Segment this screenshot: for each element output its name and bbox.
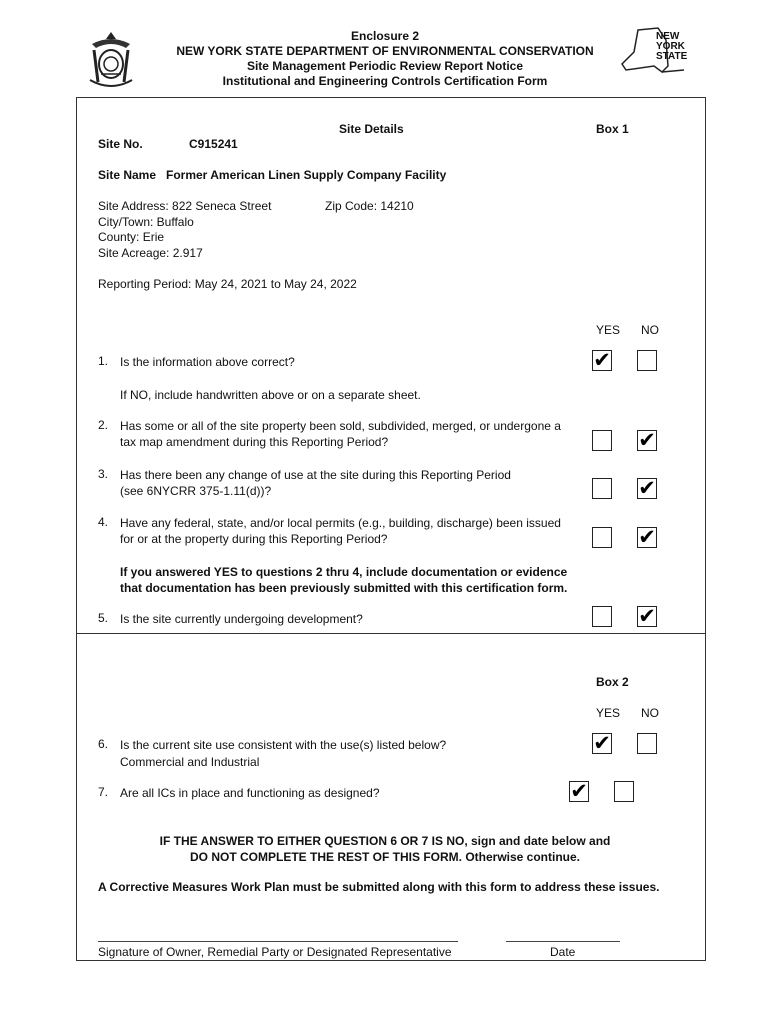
- signature-line[interactable]: [98, 941, 458, 942]
- city-town: City/Town: Buffalo: [98, 215, 194, 229]
- q4-text-line1: Have any federal, state, and/or local permits (e.g., building, discharge) been issued: [120, 516, 561, 530]
- q1-text: Is the information above correct?: [120, 355, 295, 369]
- q4-yes-checkbox[interactable]: [592, 527, 612, 548]
- enclosure-label: Enclosure 2: [350, 29, 420, 43]
- q7-no-checkbox[interactable]: [614, 781, 634, 802]
- q6-no-checkbox[interactable]: [637, 733, 657, 754]
- q6-yes-checkbox[interactable]: ✔: [593, 731, 611, 755]
- q5-yes-checkbox[interactable]: [592, 606, 612, 627]
- logo-word-state: STATE: [656, 51, 688, 62]
- date-label: Date: [550, 945, 576, 959]
- q5-text: Is the site currently undergoing development?: [120, 612, 363, 626]
- date-line[interactable]: [506, 941, 620, 942]
- site-name-value: Former American Linen Supply Company Facility: [166, 168, 447, 182]
- yes-column-header: YES: [596, 323, 621, 337]
- box2-no-column-header: NO: [641, 706, 659, 720]
- q6-text: Is the current site use consistent with the use(s) listed below?: [120, 738, 447, 752]
- reporting-period: Reporting Period: May 24, 2021 to May 24, 2022: [98, 277, 357, 291]
- logo-word-new: NEW: [656, 31, 680, 42]
- corrective-measures-note: A Corrective Measures Work Plan must be submitted along with this form to address these issues.: [98, 880, 660, 894]
- q6-number: 6.: [98, 737, 109, 751]
- q4-text-line2: for or at the property during this Reporting Period?: [120, 532, 388, 546]
- site-name-label: Site Name: [98, 168, 157, 182]
- box-2-label: Box 2: [596, 675, 629, 689]
- q7-yes-checkbox[interactable]: ✔: [570, 779, 588, 803]
- instruction-line1: IF THE ANSWER TO EITHER QUESTION 6 OR 7 IS NO, sign and date below and: [159, 834, 611, 848]
- site-no-value: C915241: [189, 137, 238, 151]
- department-title: NEW YORK STATE DEPARTMENT OF ENVIRONMENTAL CONSERVATION: [176, 44, 594, 58]
- documentation-note-line2: that documentation has been previously submitted with this certification form.: [120, 581, 568, 595]
- q4-number: 4.: [98, 515, 109, 529]
- q3-text-line2: (see 6NYCRR 375-1.11(d))?: [120, 484, 272, 498]
- q2-text-line2: tax map amendment during this Reporting Period?: [120, 435, 389, 449]
- no-column-header: NO: [641, 323, 659, 337]
- county: County: Erie: [98, 230, 165, 244]
- q3-number: 3.: [98, 467, 109, 481]
- q1-note: If NO, include handwritten above or on a separate sheet.: [120, 388, 421, 402]
- q1-number: 1.: [98, 354, 109, 368]
- q1-yes-checkbox[interactable]: ✔: [593, 348, 611, 372]
- instruction-line2: DO NOT COMPLETE THE REST OF THIS FORM. Otherwise continue.: [189, 850, 581, 864]
- site-details-heading: Site Details: [339, 122, 404, 136]
- box-1-label: Box 1: [596, 122, 629, 136]
- q3-yes-checkbox[interactable]: [592, 478, 612, 499]
- q5-number: 5.: [98, 611, 109, 625]
- q5-no-checkbox[interactable]: ✔: [638, 604, 656, 628]
- q1-no-checkbox[interactable]: [637, 350, 657, 371]
- q3-no-checkbox[interactable]: ✔: [638, 476, 656, 500]
- zip-code: Zip Code: 14210: [325, 199, 414, 213]
- new-york-state-logo: [618, 26, 690, 78]
- q2-text-line1: Has some or all of the site property been sold, subdivided, merged, or undergone a: [120, 419, 561, 433]
- site-address: Site Address: 822 Seneca Street: [98, 199, 272, 213]
- q4-no-checkbox[interactable]: ✔: [638, 525, 656, 549]
- logo-word-york: YORK: [656, 41, 685, 52]
- documentation-note-line1: If you answered YES to questions 2 thru 4, include documentation or evidence: [120, 565, 568, 579]
- q7-number: 7.: [98, 785, 109, 799]
- site-no-label: Site No.: [98, 137, 143, 151]
- form-title: Institutional and Engineering Controls Certification Form: [222, 74, 548, 88]
- q2-number: 2.: [98, 418, 109, 432]
- site-acreage: Site Acreage: 2.917: [98, 246, 203, 260]
- signature-label: Signature of Owner, Remedial Party or Designated Representative: [98, 945, 452, 959]
- box2-yes-column-header: YES: [596, 706, 621, 720]
- q2-no-checkbox[interactable]: ✔: [638, 428, 656, 452]
- q6-listed-use: Commercial and Industrial: [120, 755, 260, 769]
- q3-text-line1: Has there been any change of use at the site during this Reporting Period: [120, 468, 511, 482]
- q2-yes-checkbox[interactable]: [592, 430, 612, 451]
- q7-text: Are all ICs in place and functioning as designed?: [120, 786, 380, 800]
- notice-title: Site Management Periodic Review Report Notice: [246, 59, 524, 73]
